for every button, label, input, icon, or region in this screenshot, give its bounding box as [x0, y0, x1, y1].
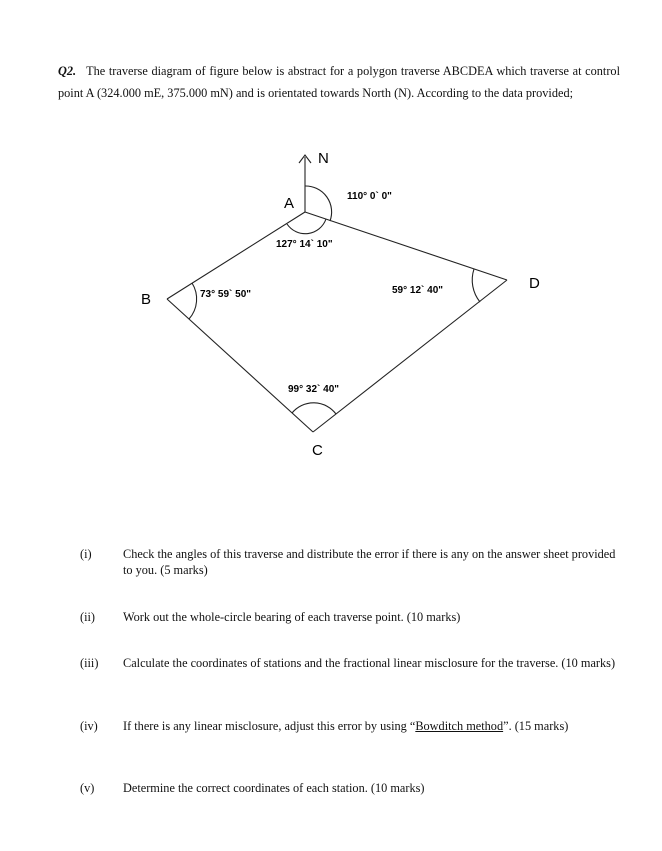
task-text: Calculate the coordinates of stations and the fractional linear misclosure for the traverse. (10 marks) — [123, 656, 616, 670]
angle-arc-a-north — [305, 186, 332, 221]
task-item-ii — [80, 609, 620, 625]
task-item-i — [80, 546, 620, 578]
station-d-label: D — [529, 275, 540, 292]
angle-arc-a-interior — [287, 219, 326, 234]
task-number: (iv) — [80, 719, 98, 733]
station-b-label: B — [141, 291, 152, 308]
angle-arc-c — [292, 403, 336, 414]
line-d-a — [305, 212, 507, 280]
task-text-before: If there is any linear misclosure, adjust this error by using “ — [123, 719, 416, 733]
north-label: N — [318, 150, 329, 167]
angle-b-label: 73° 59` 50" — [200, 289, 251, 300]
station-a-label: A — [284, 195, 295, 212]
task-number: (iii) — [80, 656, 99, 670]
task-number: (ii) — [80, 610, 96, 624]
angle-c-label: 99° 32` 40" — [288, 384, 339, 395]
question-text: The traverse diagram of figure below is abstract for a polygon traverse ABCDEA which traverse at control point A (324.000 mE, 375.000 mN) and is orientated towards North (N). According to the data provided; — [58, 64, 620, 100]
task-text-after: ”. (15 marks) — [503, 719, 569, 733]
angle-a-interior-label: 127° 14` 10" — [276, 239, 333, 250]
task-text: Check the angles of this traverse and distribute the error if there is any on the answer sheet provided to you. (5 marks) — [123, 547, 616, 577]
question-number: Q2. — [58, 64, 77, 78]
line-a-b — [167, 212, 305, 299]
bowditch-method-term: Bowditch method — [415, 719, 504, 733]
angle-arc-b — [189, 283, 197, 319]
line-b-c — [167, 299, 313, 432]
task-text: Work out the whole-circle bearing of each traverse point. (10 marks) — [123, 610, 461, 624]
station-c-label: C — [312, 442, 323, 459]
angle-a-north-label: 110° 0` 0" — [347, 191, 392, 202]
task-number: (i) — [80, 547, 92, 561]
angle-arc-d — [472, 269, 480, 302]
angle-d-label: 59° 12` 40" — [392, 285, 443, 296]
task-item-v — [80, 780, 620, 796]
task-number: (v) — [80, 781, 95, 795]
task-item-iv — [80, 718, 620, 734]
line-c-d — [313, 280, 507, 432]
task-text: Determine the correct coordinates of each station. (10 marks) — [123, 781, 425, 795]
task-text — [123, 718, 620, 734]
task-item-iii — [80, 655, 620, 671]
